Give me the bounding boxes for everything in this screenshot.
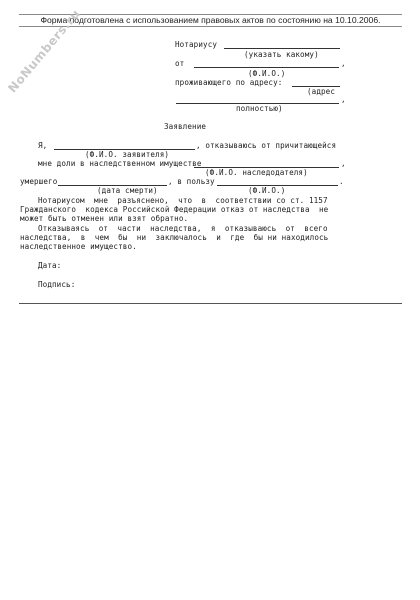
line3-dot: . (339, 177, 344, 186)
paragraph-1-line-3: может быть отменен или взят обратно. (20, 214, 189, 223)
applicant-suffix: , отказываюсь от причитающейся (196, 141, 337, 150)
date-label: Дата: (38, 261, 62, 270)
notary-hint: (указать какому) (244, 50, 319, 59)
document-title: Заявление (164, 122, 207, 131)
notary-label: Нотариусу (175, 40, 218, 49)
share-prefix: мне доли в наследственном имуществе (38, 159, 202, 168)
paragraph-2-line-2: наследства, в чем бы ни заключалось и где бы ни находилось (20, 233, 329, 242)
paragraph-2-line-3: наследственное имущество. (20, 242, 137, 251)
watermark-logo: NoNumbers.ru (5, 6, 83, 96)
form-banner: Форма подготовлена с использованием правовых актов по состоянию на 10.10.2006. (19, 14, 402, 27)
applicant-hint: (Ф.И.О. заявителя) (85, 150, 170, 159)
address-hint: (адрес (307, 87, 336, 96)
deceased-prefix: умершего (20, 177, 58, 186)
from-comma: , (341, 59, 346, 68)
bottom-divider (19, 303, 402, 304)
beneficiary-hint: (Ф.И.О.) (248, 186, 286, 195)
address-comma: , (341, 95, 346, 104)
death-date-hint: (дата смерти) (97, 186, 158, 195)
from-label: от (175, 59, 185, 68)
signature-label: Подпись: (38, 280, 76, 289)
paragraph-1-line-2: Гражданского кодекса Российской Федерации отказ от наследства не (20, 205, 329, 214)
in-favor-label: , в пользу (168, 177, 215, 186)
notary-line (224, 48, 340, 49)
applicant-prefix: Я, (38, 141, 48, 150)
residing-label: проживающего по адресу: (175, 78, 283, 87)
paragraph-1-line-1: Нотариусом мне разъяснено, что в соответствии со ст. 1157 (38, 196, 328, 205)
from-hint: (Ф.И.О.) (248, 69, 286, 78)
full-hint: полностью) (236, 104, 283, 113)
testator-hint: (Ф.И.О. наследодателя) (205, 168, 308, 177)
share-comma: , (341, 159, 346, 168)
paragraph-2-line-1: Отказываясь от части наследства, я отказываюсь от всего (38, 224, 328, 233)
from-line (194, 67, 339, 68)
